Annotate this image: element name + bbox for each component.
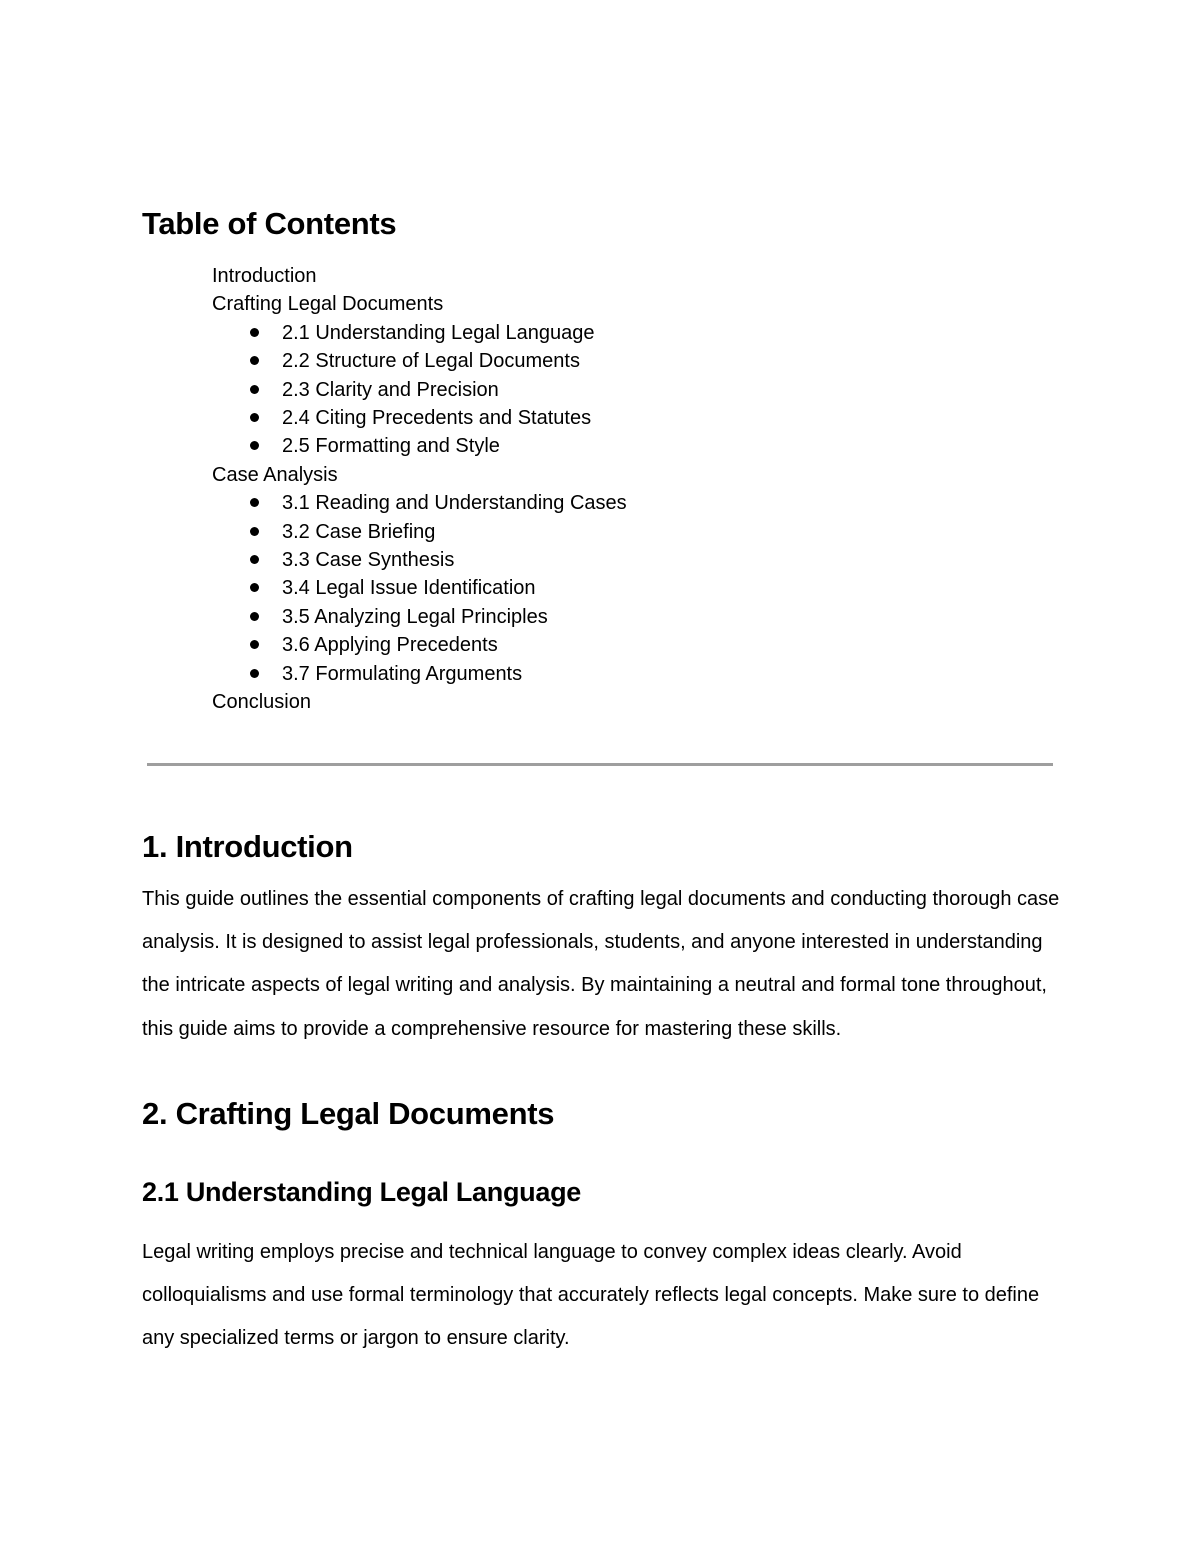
toc-subentry-label: 3.2 Case Briefing [282,520,436,543]
toc-subentry-label: 3.5 Analyzing Legal Principles [282,605,548,628]
bullet-icon [250,669,259,678]
toc-subentry-label: 2.2 Structure of Legal Documents [282,350,580,373]
toc-subentry-label: 3.1 Reading and Understanding Cases [282,492,627,515]
toc-section-label: Introduction [212,265,317,287]
toc-subentry [282,432,627,460]
toc-sublist [212,319,627,461]
toc-entry [212,688,627,716]
introduction-paragraph: This guide outlines the essential components of crafting legal documents and conducting thorough case analysis. It is designed to assist legal professionals, students, and anyone interested in understanding the intricate aspects of legal writing and analysis. By maintaining a neutral and formal tone throughout, this guide aims to provide a comprehensive resource for mastering these skills. [142,888,1060,1040]
toc-subentry-label: 2.4 Citing Precedents and Statutes [282,407,592,430]
bullet-icon [250,356,259,365]
toc-subentry [282,347,627,375]
toc-subentry-label: 3.7 Formulating Arguments [282,662,523,685]
toc-section-label: Case Analysis [212,463,338,486]
toc-subentry [282,631,627,659]
bullet-icon [250,555,259,564]
horizontal-divider [147,763,1053,766]
toc-subentry-label: 2.1 Understanding Legal Language [282,321,595,344]
toc-subentry-label: 2.5 Formatting and Style [282,435,500,458]
understanding-language-paragraph: Legal writing employs precise and technical language to convey complex ideas clearly. Avoid colloquialisms and use formal terminology that accurately reflects legal concepts. Make sure to define any specialized terms or jargon to ensure clarity. [142,1241,1040,1350]
bullet-icon [250,328,259,337]
toc-subentry-label: 3.3 Case Synthesis [282,549,455,572]
bullet-icon [250,527,259,536]
toc-title: Table of Contents [142,206,397,241]
toc-section-label: Crafting Legal Documents [212,293,444,316]
bullet-icon [250,441,259,450]
toc-subentry [282,319,627,347]
bullet-icon [250,413,259,422]
toc-subentry [282,404,627,432]
crafting-heading: 2. Crafting Legal Documents [142,1096,555,1131]
toc-subentry [282,603,627,631]
toc-sublist [212,489,627,688]
bullet-icon [250,385,259,394]
bullet-icon [250,583,259,592]
toc-subentry [282,546,627,574]
toc-entry [212,262,627,290]
toc-subentry [282,489,627,517]
toc-subentry [282,376,627,404]
toc-section-label: Conclusion [212,691,311,714]
toc-subentry [282,574,627,602]
bullet-icon [250,640,259,649]
understanding-language-heading: 2.1 Understanding Legal Language [142,1177,581,1207]
table-of-contents [212,262,627,717]
bullet-icon [250,612,259,621]
toc-subentry-label: 3.4 Legal Issue Identification [282,577,536,600]
toc-subentry-label: 3.6 Applying Precedents [282,634,498,657]
bullet-icon [250,498,259,507]
toc-subentry [282,660,627,688]
introduction-heading: 1. Introduction [142,829,353,864]
toc-subentry-label: 2.3 Clarity and Precision [282,378,499,401]
toc-entry [212,290,627,460]
toc-subentry [282,518,627,546]
toc-entry [212,461,627,688]
